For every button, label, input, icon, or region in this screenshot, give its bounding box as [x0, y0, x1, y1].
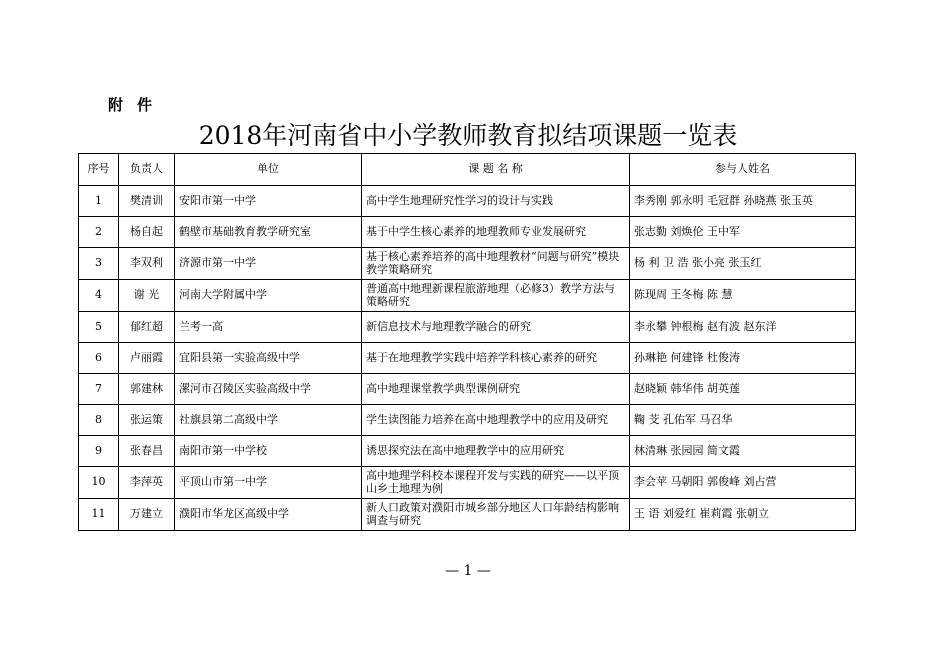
cell-unit: 平顶山市第一中学 [175, 467, 362, 499]
table-row [79, 374, 856, 405]
cell-participants: 孙琳艳 何建锋 杜俊涛 [630, 343, 856, 374]
cell-leader: 李萍英 [119, 467, 175, 499]
table-row [79, 217, 856, 248]
header-unit: 单位 [175, 154, 362, 186]
cell-index: 4 [79, 280, 119, 312]
document-title: 2018年河南省中小学教师教育拟结项课题一览表 [198, 121, 738, 150]
cell-topic: 基于在地理教学实践中培养学科核心素养的研究 [362, 343, 630, 374]
cell-unit: 社旗县第二高级中学 [175, 405, 362, 436]
cell-unit: 安阳市第一中学 [175, 186, 362, 217]
cell-leader: 卢丽霞 [119, 343, 175, 374]
cell-topic: 新人口政策对濮阳市城乡部分地区人口年龄结构影响调查与研究 [362, 499, 630, 531]
cell-unit: 兰考一高 [175, 312, 362, 343]
page-number: — 1 — [445, 563, 491, 579]
table-row [79, 436, 856, 467]
table-row [79, 499, 856, 531]
header-topic: 课 题 名 称 [362, 154, 630, 186]
table-header-row [79, 154, 856, 186]
cell-leader: 万建立 [119, 499, 175, 531]
cell-unit: 漯河市召陵区实验高级中学 [175, 374, 362, 405]
attachment-label: 附件 [108, 96, 167, 114]
header-index: 序号 [79, 154, 119, 186]
cell-leader: 张运策 [119, 405, 175, 436]
header-participants: 参与人姓名 [630, 154, 856, 186]
cell-participants: 王 语 刘爱红 崔莉霞 张朝立 [630, 499, 856, 531]
table-body [79, 186, 856, 531]
cell-unit: 济源市第一中学 [175, 248, 362, 280]
cell-leader: 李双利 [119, 248, 175, 280]
table-row [79, 248, 856, 280]
cell-index: 6 [79, 343, 119, 374]
cell-participants: 陈现周 王冬梅 陈 慧 [630, 280, 856, 312]
cell-index: 9 [79, 436, 119, 467]
cell-topic: 基于中学生核心素养的地理教师专业发展研究 [362, 217, 630, 248]
table-row [79, 467, 856, 499]
table-row [79, 186, 856, 217]
cell-topic: 普通高中地理新课程旅游地理（必修3）教学方法与策略研究 [362, 280, 630, 312]
cell-index: 1 [79, 186, 119, 217]
table-row [79, 312, 856, 343]
cell-participants: 李会苹 马朝阳 郭俊峰 刘占营 [630, 467, 856, 499]
cell-topic: 学生读图能力培养在高中地理教学中的应用及研究 [362, 405, 630, 436]
cell-participants: 鞠 芠 孔佑军 马召华 [630, 405, 856, 436]
cell-index: 2 [79, 217, 119, 248]
cell-index: 7 [79, 374, 119, 405]
cell-leader: 张春昌 [119, 436, 175, 467]
cell-topic: 诱思探究法在高中地理教学中的应用研究 [362, 436, 630, 467]
cell-unit: 濮阳市华龙区高级中学 [175, 499, 362, 531]
cell-unit: 南阳市第一中学校 [175, 436, 362, 467]
cell-topic: 高中学生地理研究性学习的设计与实践 [362, 186, 630, 217]
cell-leader: 郁红超 [119, 312, 175, 343]
cell-index: 5 [79, 312, 119, 343]
cell-unit: 鹤壁市基础教育教学研究室 [175, 217, 362, 248]
table-row [79, 405, 856, 436]
cell-index: 10 [79, 467, 119, 499]
table-row [79, 343, 856, 374]
cell-topic: 高中地理课堂教学典型课例研究 [362, 374, 630, 405]
cell-index: 11 [79, 499, 119, 531]
project-table [78, 153, 856, 531]
header-leader: 负责人 [119, 154, 175, 186]
cell-participants: 林清琳 张园园 简文霞 [630, 436, 856, 467]
cell-participants: 李永攀 钟根梅 赵有波 赵东洋 [630, 312, 856, 343]
cell-participants: 李秀刚 郭永明 毛冠群 孙晓燕 张玉英 [630, 186, 856, 217]
cell-leader: 郭建林 [119, 374, 175, 405]
cell-participants: 赵晓颖 韩华伟 胡英莲 [630, 374, 856, 405]
cell-unit: 河南大学附属中学 [175, 280, 362, 312]
cell-participants: 杨 利 卫 浩 张小亮 张玉红 [630, 248, 856, 280]
cell-participants: 张志勤 刘焕伦 王中军 [630, 217, 856, 248]
cell-topic: 基于核心素养培养的高中地理教材“问题与研究”模块教学策略研究 [362, 248, 630, 280]
cell-index: 8 [79, 405, 119, 436]
cell-topic: 高中地理学科校本课程开发与实践的研究——以平顶山乡土地理为例 [362, 467, 630, 499]
cell-leader: 樊清训 [119, 186, 175, 217]
table-row [79, 280, 856, 312]
cell-topic: 新信息技术与地理教学融合的研究 [362, 312, 630, 343]
cell-unit: 宜阳县第一实验高级中学 [175, 343, 362, 374]
cell-index: 3 [79, 248, 119, 280]
cell-leader: 杨自起 [119, 217, 175, 248]
cell-leader: 谢 光 [119, 280, 175, 312]
